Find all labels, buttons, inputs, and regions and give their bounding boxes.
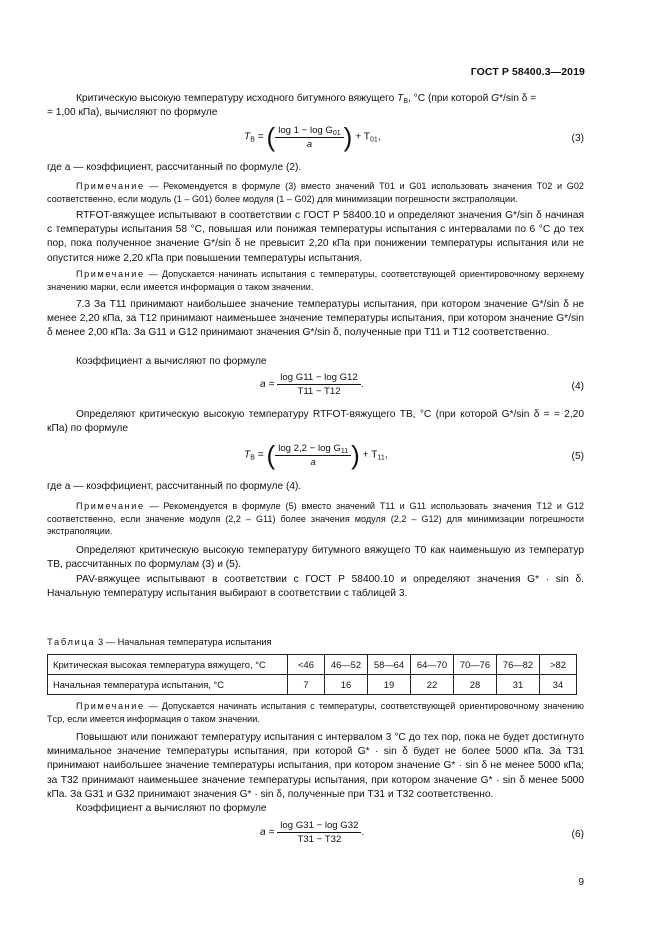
table-cell: 46—52 [325,655,368,675]
table-cell: 31 [497,675,540,695]
table-cell: 34 [540,675,577,695]
paragraph-pav: PAV-вяжущее испытывают в соответствии с ГОСТ Р 58400.10 и определяют значения G* · sin δ. Начальную температуру испытания выбирают в соответствии с таблицей 3. [47,574,584,600]
note-4: Примечание — Допускается начинать испытания с температуры, соответствующей ориентировочному значению Tср, если имеется информация о таком значении. [47,701,584,724]
note-3: Примечание — Рекомендуется в формуле (5) вместо значений T11 и G11 использовать значения T12 и G12 соответственно, если значение модуля (2,2 – G11) более значения модуля (2,2 – G12) для минимизации погрешности экстраполяции. [47,501,584,537]
paragraph-t0: Определяют критическую высокую температуру битумного вяжущего T0 как наименьшую из температур TB, рассчитанных по формулам (3) и (5). [47,545,584,571]
paragraph-critical-temp-intro: Критическую высокую температуру исходного битумного вяжущего $T_B$, °C (при которой G*/sin δ = = 1,00 кПа), вычисляют по формуле [47,93,537,119]
paragraph-rtfot: RTFOT-вяжущее испытывают в соответствии с ГОСТ Р 58400.10 и определяют значения G*/sin δ начиная с температуры испытания 58 °C, повышая или понижая температуры испытания с интервалами по 6 °C до тех пор, пока полученное значение G*/sin δ не превысит 2,20 кПа при понижении температуры испытания или не опустится ниже 2,20 кПа при повышении температуры испытания. [47,210,584,264]
row-header: Начальная температура испытания, °C [48,675,288,695]
paragraph-rtfot-critical: Определяют критическую высокую температуру RTFOT-вяжущего TB, °C (при которой G*/sin δ = = 2,20 кПа) по формуле [47,409,584,435]
table-3-caption: Таблица 3 — Начальная температура испытания [47,637,272,647]
document-id: ГОСТ Р 58400.3—2019 [470,66,585,78]
table-row [48,675,577,695]
formula-number: (4) [571,381,584,392]
table-cell: 22 [411,675,454,695]
table-cell: 16 [325,675,368,695]
note-2: Примечание — Допускается начинать испытания с температуры, соответствующей ориентировочному верхнему значению марки, если имеется информация о таком значении. [47,269,584,292]
table-row [48,655,577,675]
page-number: 9 [578,877,584,888]
formula-number: (3) [571,133,584,144]
paragraph-coefficient-a-2: Коэффициент a вычисляют по формуле [76,803,267,814]
paragraph-pav-interval: Повышают или понижают температуру испытания с интервалом 3 °C до тех пор, пока не будет достигнуто минимальное значение температуры испытания, при которой G* · sin δ будет не более 5000 кПа. За T31 принимают наибольшее значение температуры испытания, при котором значение G* · sin δ не менее 5000 кПа; за T32 принимают наименьшее значение температуры испытания, при котором значение G* · sin δ менее 5000 кПа. За G31 и G32 принимают значения G* · sin δ, полученные при T31 и T32 соответственно. [47,732,584,800]
table-cell: >82 [540,655,577,675]
table-cell: 76—82 [497,655,540,675]
paragraph-7-3: 7.3 За T11 принимают наибольшее значение температуры испытания, при котором значение G*/sin δ не менее 2,20 кПа, за T12 принимают наименьшее значение температуры испытания, при котором значение G*/sin δ менее 2,00 кПа. За G11 и G12 принимают значения G*/sin δ, полученные при T11 и T12 соответственно. [47,299,584,339]
formula-6: a = $\frac{\text{log G31 − log G32}}{T31 - T32}$ . (6) [260,820,584,845]
formula-5: $T_B$ = ( $\frac{\log 2,2 - \log G_{11}}{a}$ ) + $T_{11}$, (5) [244,440,584,470]
paragraph-where-a: где a — коэффициент, рассчитанный по формуле (2). [47,162,302,173]
table-cell: 58—64 [368,655,411,675]
table-cell: 64—70 [411,655,454,675]
paragraph-where-a-2: где a — коэффициент, рассчитанный по формуле (4). [47,481,302,492]
table-cell: 19 [368,675,411,695]
table-cell: <46 [288,655,325,675]
formula-3: $T_B$ = ( $\frac{\log 1 - \log G_{01}}{a}$ ) + $T_{01}$, (3) [244,122,584,152]
note-1: Примечание — Рекомендуется в формуле (3) вместо значений T01 и G01 использовать значения T02 и G02 соответственно, если модуль (1 – G01) более модуля (1 – G02) для минимизации погрешности экстраполяции. [47,181,584,204]
table-3 [47,654,577,695]
table-cell: 28 [454,675,497,695]
row-header: Критическая высокая температура вяжущего, °C [48,655,288,675]
table-cell: 7 [288,675,325,695]
formula-4: a = $\frac{\text{log G11 − log G12}}{T11 - T12}$ . (4) [260,372,584,397]
paragraph-coefficient-a: Коэффициент a вычисляют по формуле [76,356,267,367]
formula-number: (6) [571,829,584,840]
formula-number: (5) [571,451,584,462]
table-cell: 70—76 [454,655,497,675]
